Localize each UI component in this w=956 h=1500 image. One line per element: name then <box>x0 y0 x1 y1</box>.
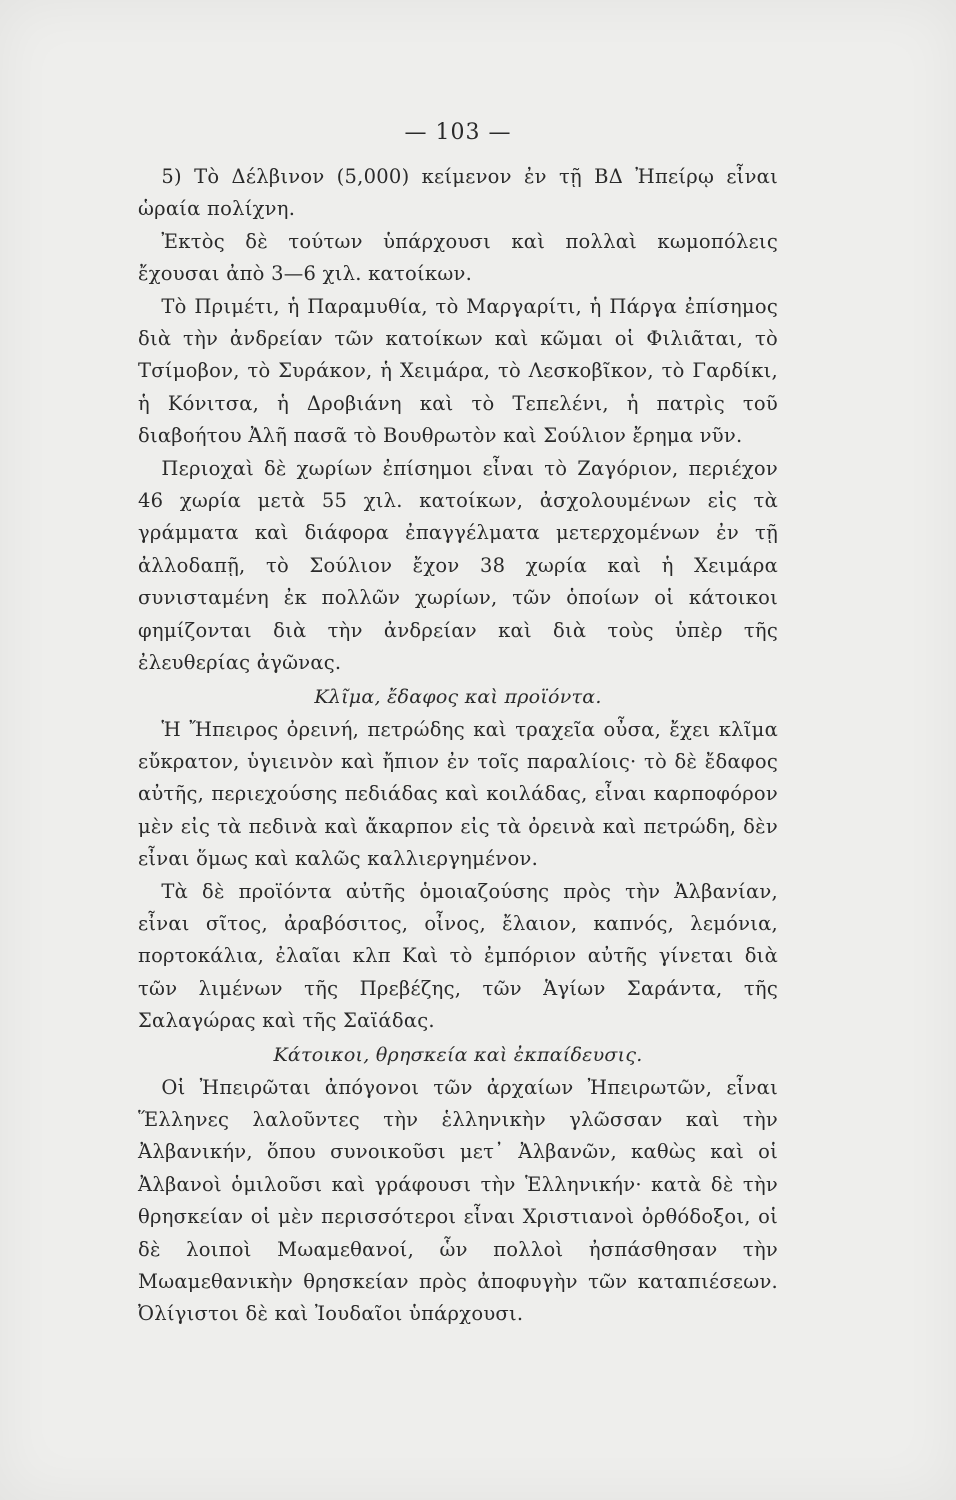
section-heading-inhabitants: Κάτοικοι, θρησκεία καὶ ἐκπαίδευσις. <box>273 1043 643 1066</box>
paragraph-towns-list: Τὸ Πριμέτι, ἡ Παραμυθία, τὸ Μαργαρίτι, ἡ Πάργα ἐπίσημος διὰ τὴν ἀνδρείαν τῶν κατοίκων καὶ κῶμαι οἱ Φιλιᾶται, τὸ Τσίμοβον, τὸ Συράκον, ἡ Χειμάρα, τὸ Λεσκοβῖκον, τὸ Γαρδίκι, ἡ Κόνιτσα, ἡ Δροβιάνη καὶ τὸ Τεπελένι, ἡ πατρὶς τοῦ διαβοήτου Ἀλῆ πασᾶ τὸ Βουθρωτὸν καὶ Σούλιον ἔρημα νῦν. <box>138 294 778 448</box>
page-content <box>138 120 778 1331</box>
paragraph-regions: Περιοχαὶ δὲ χωρίων ἐπίσημοι εἶναι τὸ Ζαγόριον, περιέχον 46 χωρία μετὰ 55 χιλ. κατοίκων, ἀσχολουμένων εἰς τὰ γράμματα καὶ διάφορα ἐπαγγέλματα μετερχομένων ἐν τῇ ἀλλοδαπῇ, τὸ Σούλιον ἔχον 38 χωρία καὶ ἡ Χειμάρα συνισταμένη ἐκ πολλῶν χωρίων, τῶν ὁποίων οἱ κάτοικοι φημίζονται διὰ τὴν ἀνδρείαν καὶ διὰ τοὺς ὑπὲρ τῆς ἐλευθερίας ἀγῶνας. <box>138 456 778 675</box>
section-heading-climate: Κλῖμα, ἔδαφος καὶ προϊόντα. <box>314 685 602 708</box>
paragraph-products: Τὰ δὲ προϊόντα αὐτῆς ὁμοιαζούσης πρὸς τὴν Ἀλβανίαν, εἶναι σῖτος, ἀραβόσιτος, οἶνος, ἔλαιον, καπνός, λεμόνια, πορτοκάλια, ἐλαῖαι κλπ Καὶ τὸ ἐμπόριον αὐτῆς γίνεται διὰ τῶν λιμένων τῆς Πρεβέζης, τῶν Ἁγίων Σαράντα, τῆς Σαλαγώρας καὶ τῆς Σαϊάδας. <box>138 879 778 1033</box>
paragraph-komopoleis: Ἐκτὸς δὲ τούτων ὑπάρχουσι καὶ πολλαὶ κωμοπόλεις ἔχουσαι ἀπὸ 3—6 χιλ. κατοίκων. <box>138 229 778 286</box>
paragraph-climate: Ἡ Ἤπειρος ὀρεινή, πετρώδης καὶ τραχεῖα οὖσα, ἔχει κλῖμα εὔκρατον, ὑγιεινὸν καὶ ἤπιον ἐν τοῖς παραλίοις· τὸ δὲ ἔδαφος αὐτῆς, περιεχούσης πεδιάδας καὶ κοιλάδας, εἶναι καρποφόρον μὲν εἰς τὰ πεδινὰ καὶ ἄκαρπον εἰς τὰ ὀρεινὰ καὶ πετρώδη, δὲν εἶναι ὅμως καὶ καλῶς καλλιεργημένον. <box>138 717 778 871</box>
paragraph-delvinon: 5) Τὸ Δέλβινον (5,000) κείμενον ἐν τῇ ΒΔ Ἠπείρῳ εἶναι ὡραία πολίχνη. <box>138 165 778 221</box>
paragraph-inhabitants: Οἱ Ἠπειρῶται ἀπόγονοι τῶν ἀρχαίων Ἠπειρωτῶν, εἶναι Ἕλληνες λαλοῦντες τὴν ἑλληνικὴν γλῶσσαν καὶ τὴν Ἀλβανικήν, ὅπου συνοικοῦσι μετ᾽ Ἀλβανῶν, καθὼς καὶ οἱ Ἀλβανοὶ ὁμιλοῦσι καὶ γράφουσι τὴν Ἑλληνικήν· κατὰ δὲ τὴν θρησκείαν οἱ μὲν περισσότεροι εἶναι Χριστιανοὶ ὀρθόδοξοι, οἱ δὲ λοιποὶ Μωαμεθανοί, ὧν πολλοὶ ἠσπάσθησαν τὴν Μωαμεθανικὴν θρησκείαν πρὸς ἀποφυγὴν τῶν καταπιέσεων. Ὀλίγιστοι δὲ καὶ Ἰουδαῖοι ὑπάρχουσι. <box>138 1075 778 1326</box>
page-number: — 103 — <box>404 120 512 145</box>
